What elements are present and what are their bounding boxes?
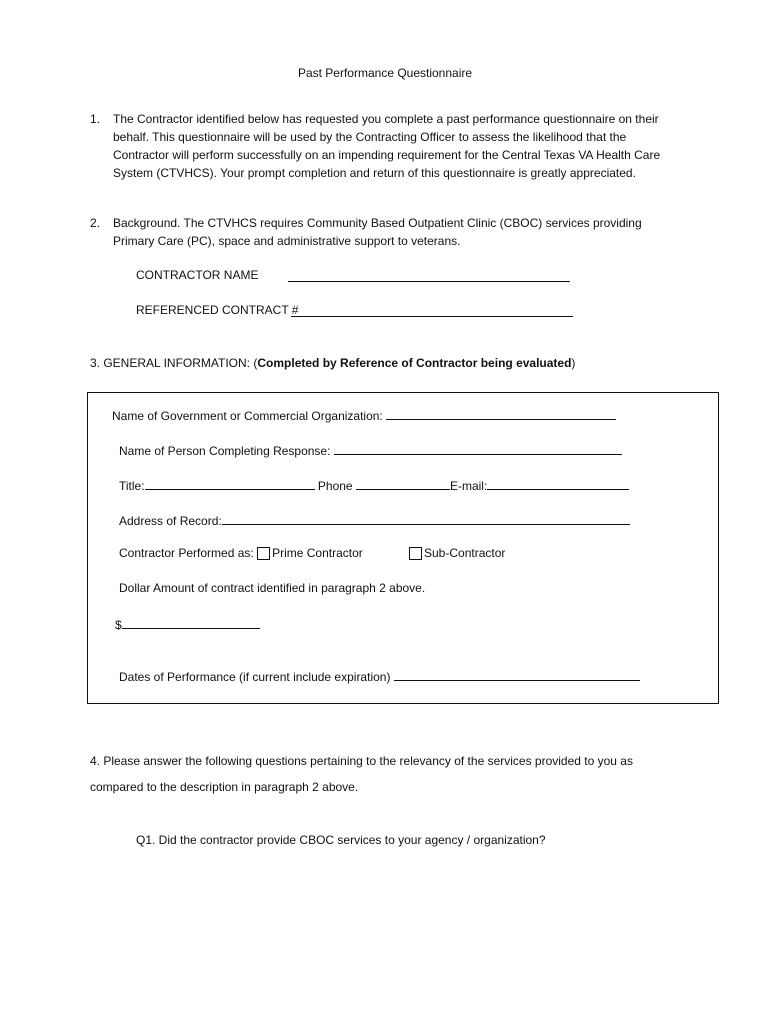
email-label: E-mail: <box>449 479 488 493</box>
performed-as-label: Contractor Performed as: <box>119 546 254 560</box>
person-row <box>119 442 622 458</box>
performed-as-row <box>119 546 363 560</box>
item-1-number: 1. <box>90 112 101 126</box>
prime-contractor-checkbox[interactable] <box>257 547 270 560</box>
question-1: Q1. Did the contractor provide CBOC services to your agency / organization? <box>136 833 546 847</box>
section-4-line-1: 4. Please answer the following questions pertaining to the relevancy of the services provided to you as <box>90 754 633 768</box>
phone-field[interactable] <box>356 477 450 490</box>
item-2-text: Background. The CTVHCS requires Community Based Outpatient Clinic (CBOC) services providing Primary Care (PC), space and administrative support to veterans. <box>113 216 642 248</box>
section-3-prefix: 3. GENERAL INFORMATION: ( <box>90 356 258 370</box>
sub-contractor-checkbox[interactable] <box>409 547 422 560</box>
contractor-name-field[interactable] <box>288 269 570 285</box>
org-label: Name of Government or Commercial Organization: <box>112 409 383 423</box>
title-field[interactable] <box>145 477 315 490</box>
section-4-line-2: compared to the description in paragraph 2 above. <box>90 780 359 794</box>
section-3-bold-note: Completed by Reference of Contractor being evaluated <box>257 356 572 370</box>
sub-contractor-option <box>409 546 505 560</box>
org-field[interactable] <box>386 407 616 420</box>
title-label: Title: <box>119 479 145 493</box>
dollar-amount-label: Dollar Amount of contract identified in paragraph 2 above. <box>119 581 426 595</box>
phone-label: Phone <box>317 479 353 493</box>
contractor-name-label: CONTRACTOR NAME <box>136 268 259 282</box>
item-1-text: The Contractor identified below has requested you complete a past performance questionnaire on their behalf. This questionnaire will be used by the Contracting Officer to assess the likelihood that the Contractor will perform successfully on an impending requirement for the Central Texas VA Health Care System (CTVHCS). Your prompt completion and return of this questionnaire is greatly appreciated. <box>113 112 661 180</box>
dollar-sign: $ <box>115 618 122 632</box>
prime-contractor-label: Prime Contractor <box>272 546 363 560</box>
address-label: Address of Record: <box>119 514 222 528</box>
referenced-contract-label: REFERENCED CONTRACT # <box>136 303 299 317</box>
address-row <box>119 512 630 528</box>
person-label: Name of Person Completing Response: <box>119 444 331 458</box>
email-field[interactable] <box>487 477 629 490</box>
person-field[interactable] <box>334 442 622 455</box>
dates-label: Dates of Performance (if current include expiration) <box>119 670 391 684</box>
referenced-contract-field[interactable] <box>291 304 573 320</box>
dates-row <box>119 668 640 684</box>
dollar-amount-field[interactable] <box>122 616 260 629</box>
section-3-suffix: ) <box>571 356 576 370</box>
sub-contractor-label: Sub-Contractor <box>424 546 506 560</box>
item-2-number: 2. <box>90 216 101 230</box>
address-field[interactable] <box>222 512 630 525</box>
section-3-heading <box>90 356 575 370</box>
org-row <box>112 407 616 423</box>
dates-field[interactable] <box>394 668 640 681</box>
title-phone-email-row <box>119 477 629 493</box>
page-title: Past Performance Questionnaire <box>297 66 473 80</box>
dollar-row <box>115 616 260 632</box>
